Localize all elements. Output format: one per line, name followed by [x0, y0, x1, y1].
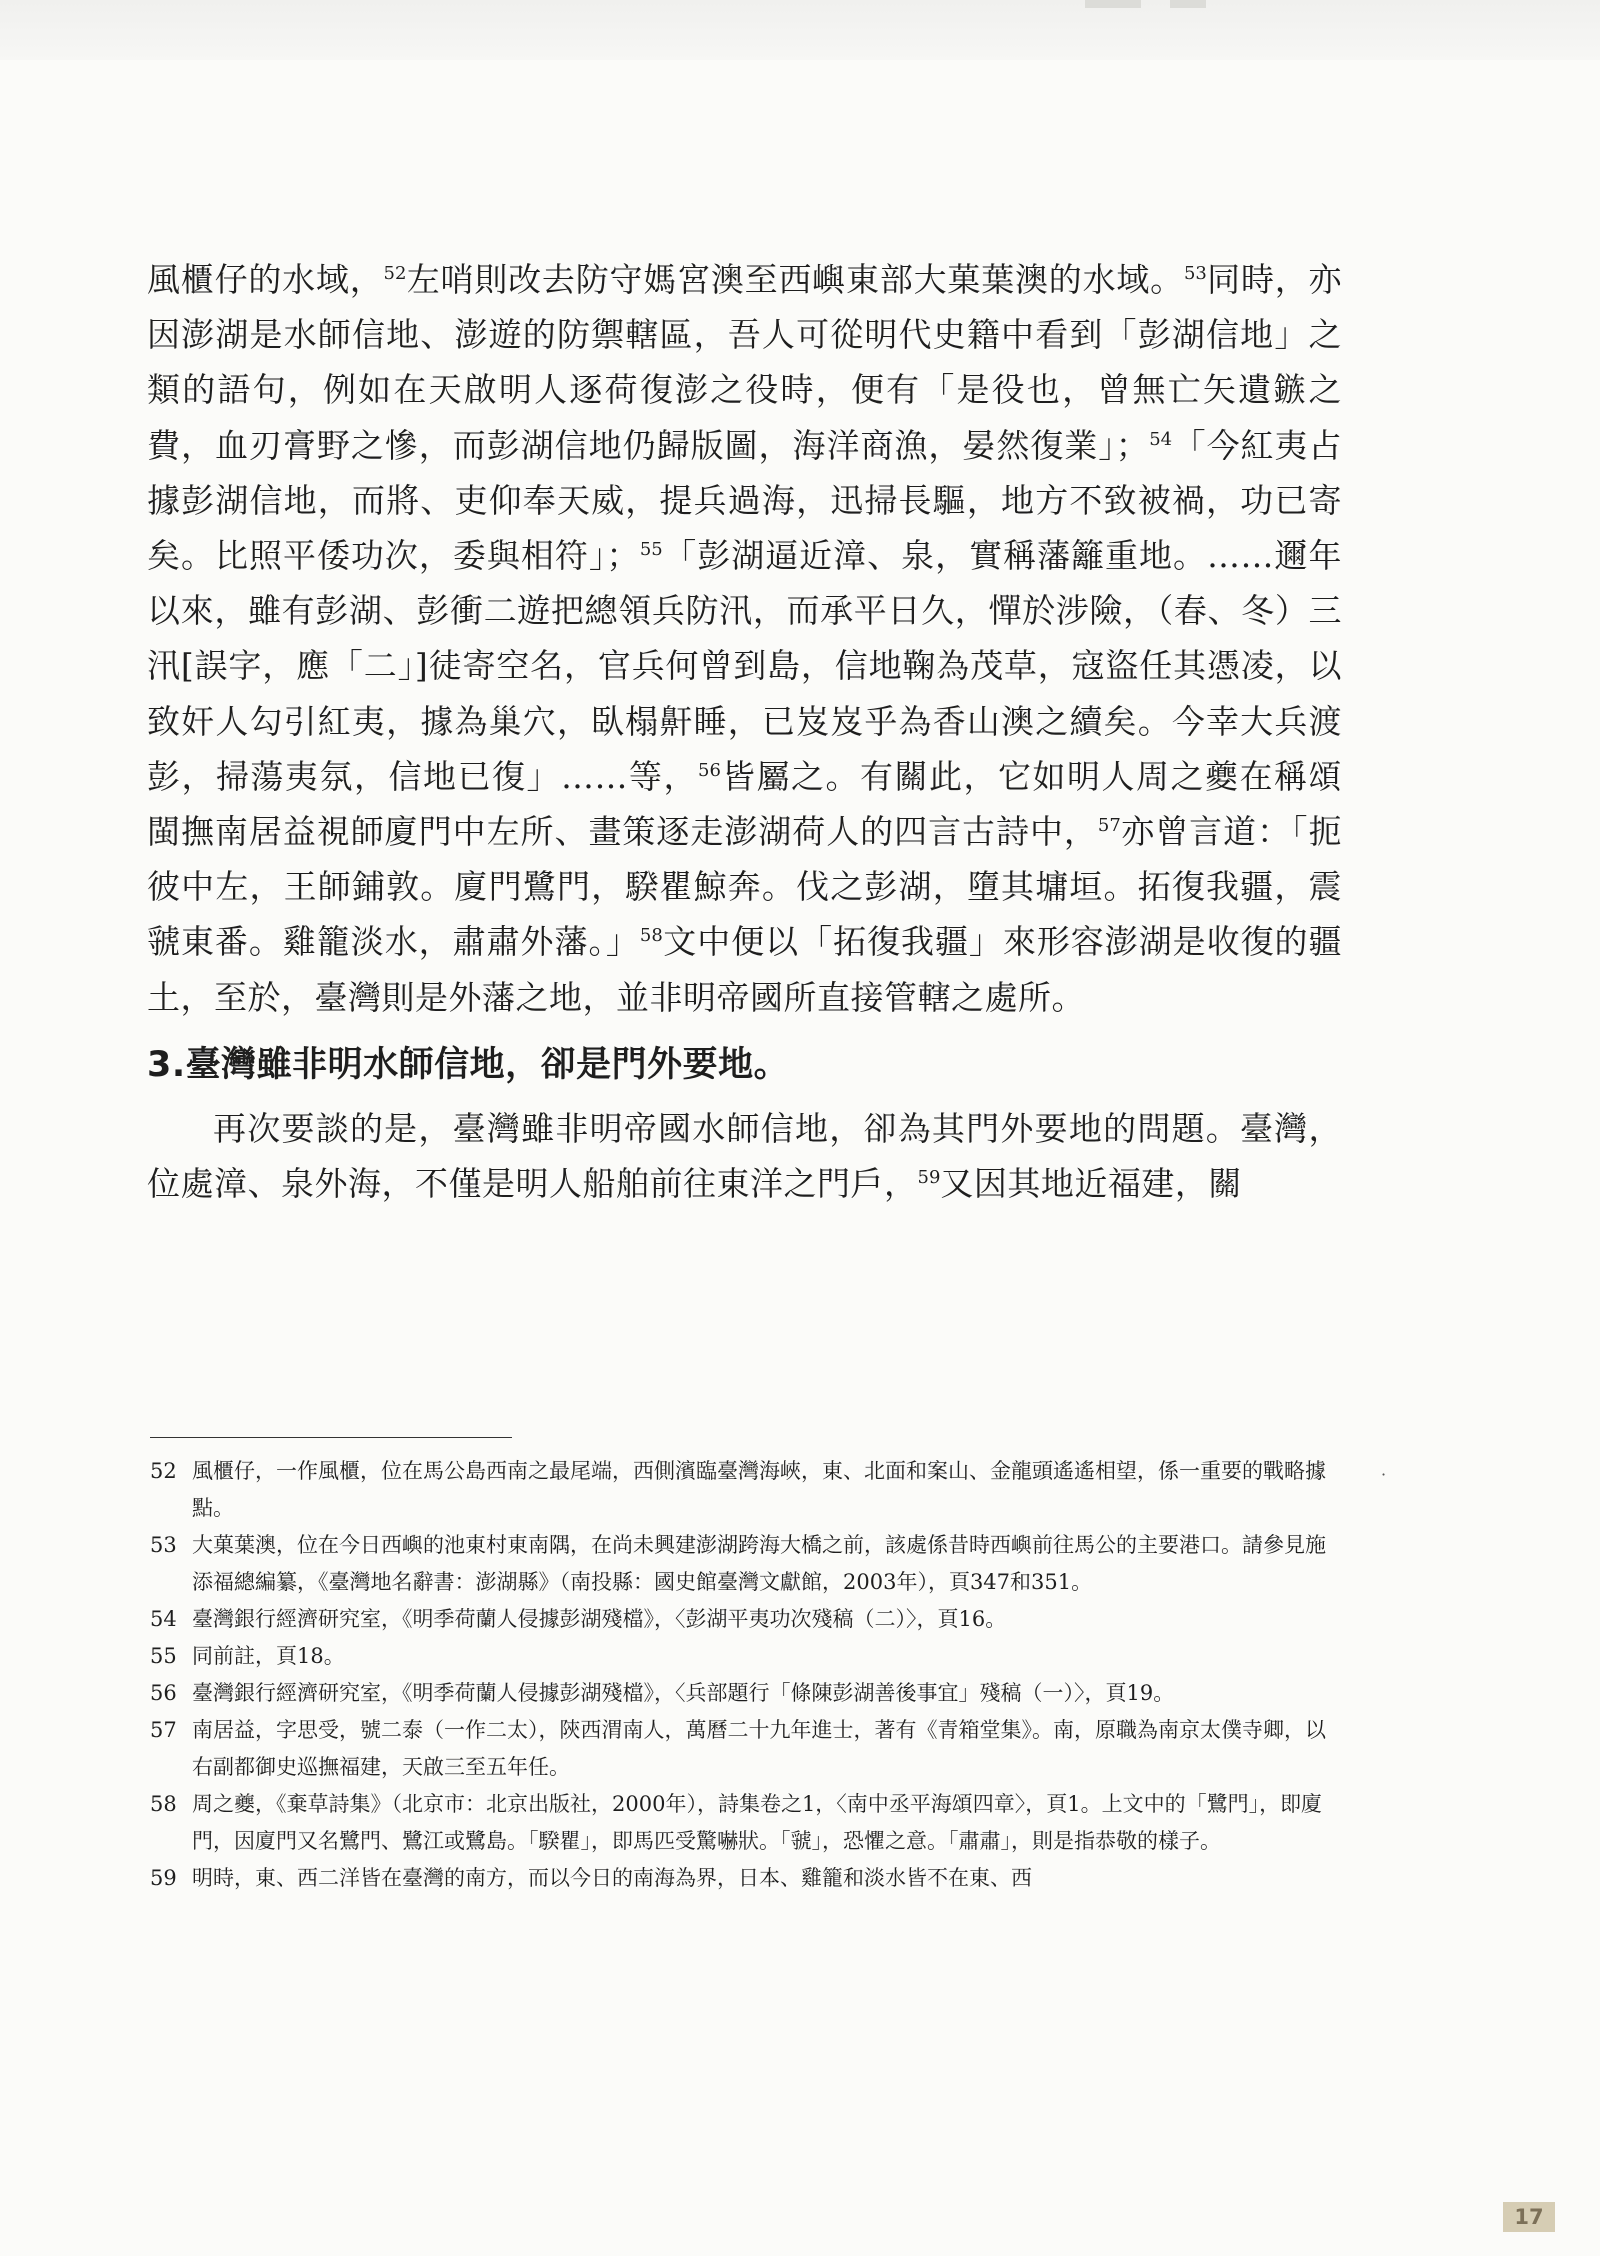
- text-run: 再次要談的是，臺灣雖非明帝國水師信地，卻為其門外要地的問題。臺灣，位處漳、泉外海，不僅是明人船舶前往東洋之門戶，: [147, 1108, 1342, 1204]
- footnote-ref[interactable]: 53: [1183, 263, 1207, 284]
- footnote-text: 周之夔，《棄草詩集》（北京市：北京出版社，2000年），詩集卷之1，〈南中丞平海頌四章〉，頁1。上文中的「鷺門」，即廈門，因廈門又名鷺門、鷺江或鷺島。「騤瞿」，即馬匹受驚嚇狀。「虢」，恐懼之意。「肅肅」，則是指恭敬的樣子。: [192, 1792, 1323, 1853]
- text-run: 文中便以「拓復我疆」來形容澎湖是收復的疆土，至於，臺灣則是外藩之地，並非明帝國所直接管轄之處所。: [147, 922, 1343, 1017]
- text-run: 皆屬之。有關此，它如明人周之夔在稱頌閩撫南居益視師廈門中左所、畫策逐走澎湖荷人的四言古詩中，: [147, 756, 1343, 852]
- stray-mark: ·: [1381, 1465, 1387, 1484]
- footnote-ref[interactable]: 58: [639, 925, 663, 947]
- top-edge-mark: [1170, 0, 1206, 8]
- footnote-number: 53: [150, 1533, 177, 1557]
- text-run: 左哨則改去防守媽宮澳至西嶼東部大菓葉澳的水域。: [406, 260, 1184, 299]
- footnote-ref[interactable]: 59: [917, 1167, 941, 1189]
- footnote-item: [150, 1527, 1345, 1601]
- footnote-item: [150, 1638, 1345, 1675]
- body-text: [147, 252, 1342, 1211]
- text-run: 風櫃仔的水域，: [147, 260, 384, 299]
- footnote-item: [150, 1453, 1345, 1527]
- page-number: 17: [1503, 2202, 1555, 2232]
- footnote-ref[interactable]: 52: [383, 263, 407, 284]
- paragraph-1: [147, 252, 1342, 1025]
- text-run: 亦曾言道：「扼彼中左，王師鋪敦。廈門鷺門，騤瞿鯨奔。伐之彭湖，墮其墉垣。拓復我疆，震虢東番。雞籠淡水，肅肅外藩。」: [147, 812, 1343, 962]
- text-run: 「彭湖逼近漳、泉，實稱藩籬重地。……邇年以來，雖有彭湖、彭衝二遊把總領兵防汛，而承平日久，憚於涉險，（春、冬）三汛[誤字，應「二」]徒寄空名，官兵何曾到島，信地鞠為茂草，寇盜任其憑凌，以致奸人勾引紅夷，據為巢穴，臥榻鼾睡，已岌岌乎為香山澳之續矣。今幸大兵渡彭，掃蕩夷氛，信地已復」……等，: [147, 536, 1343, 796]
- top-edge-mark: [1085, 0, 1141, 8]
- text-run: 又因其地近福建，關: [940, 1164, 1242, 1204]
- footnote-number: 54: [150, 1607, 177, 1631]
- section-heading: 3.臺灣雖非明水師信地，卻是門外要地。: [147, 1044, 790, 1085]
- paragraph-2: [147, 1101, 1342, 1211]
- footnote-text: 風櫃仔，一作風櫃，位在馬公島西南之最尾端，西側濱臨臺灣海峽，東、北面和案山、金龍頭遙遙相望，係一重要的戰略據點。: [192, 1459, 1326, 1520]
- footnote-item: [150, 1601, 1345, 1638]
- footnote-ref[interactable]: 56: [698, 759, 721, 781]
- footnotes: [150, 1453, 1345, 1897]
- footnote-number: 56: [150, 1681, 177, 1705]
- text-run: 「今紅夷占據彭湖信地，而將、吏仰奉天威，提兵過海，迅掃長驅，地方不致被禍，功已寄矣。比照平倭功次，委與相符」；: [147, 425, 1343, 576]
- page-top-band: [0, 0, 1600, 60]
- footnote-number: 58: [150, 1792, 177, 1816]
- footnote-text: 同前註，頁18。: [192, 1644, 345, 1668]
- text-run: 同時，亦因澎湖是水師信地、澎遊的防禦轄區，吾人可從明代史籍中看到「彭湖信地」之類的語句，例如在天啟明人逐荷復澎之役時，便有「是役也，曾無亡矢遺鏃之費，血刃膏野之慘，而彭湖信地仍歸版圖，海洋商漁，晏然復業」；: [147, 260, 1343, 465]
- footnote-item: [150, 1675, 1345, 1712]
- footnote-item: [150, 1712, 1345, 1786]
- footnote-item: [150, 1860, 1345, 1897]
- footnote-ref[interactable]: 57: [1097, 815, 1121, 837]
- footnote-text: 臺灣銀行經濟研究室，《明季荷蘭人侵據彭湖殘檔》，〈兵部題行「條陳彭湖善後事宜」殘稿（一）〉，頁19。: [192, 1681, 1175, 1705]
- footnote-text: 臺灣銀行經濟研究室，《明季荷蘭人侵據彭湖殘檔》，〈彭湖平夷功次殘稿（二）〉，頁16。: [192, 1607, 1007, 1631]
- footnote-rule: [150, 1437, 512, 1438]
- footnote-text: 南居益，字思受，號二泰（一作二太），陝西渭南人，萬曆二十九年進士，著有《青箱堂集》。南，原職為南京太僕寺卿，以右副都御史巡撫福建，天啟三至五年任。: [192, 1718, 1326, 1779]
- footnote-number: 59: [150, 1866, 177, 1890]
- footnote-ref[interactable]: 55: [639, 539, 663, 561]
- footnote-number: 55: [150, 1644, 177, 1668]
- footnote-text: 大菓葉澳，位在今日西嶼的池東村東南隅，在尚未興建澎湖跨海大橋之前，該處係昔時西嶼前往馬公的主要港口。請參見施添福總編纂，《臺灣地名辭書：澎湖縣》（南投縣：國史館臺灣文獻館，2003年），頁347和351。: [192, 1533, 1326, 1594]
- footnote-item: [150, 1786, 1345, 1860]
- footnote-number: 52: [150, 1459, 177, 1483]
- footnote-text: 明時，東、西二洋皆在臺灣的南方，而以今日的南海為界，日本、雞籠和淡水皆不在東、西: [192, 1866, 1032, 1890]
- footnote-ref[interactable]: 54: [1149, 428, 1173, 450]
- footnote-number: 57: [150, 1718, 177, 1742]
